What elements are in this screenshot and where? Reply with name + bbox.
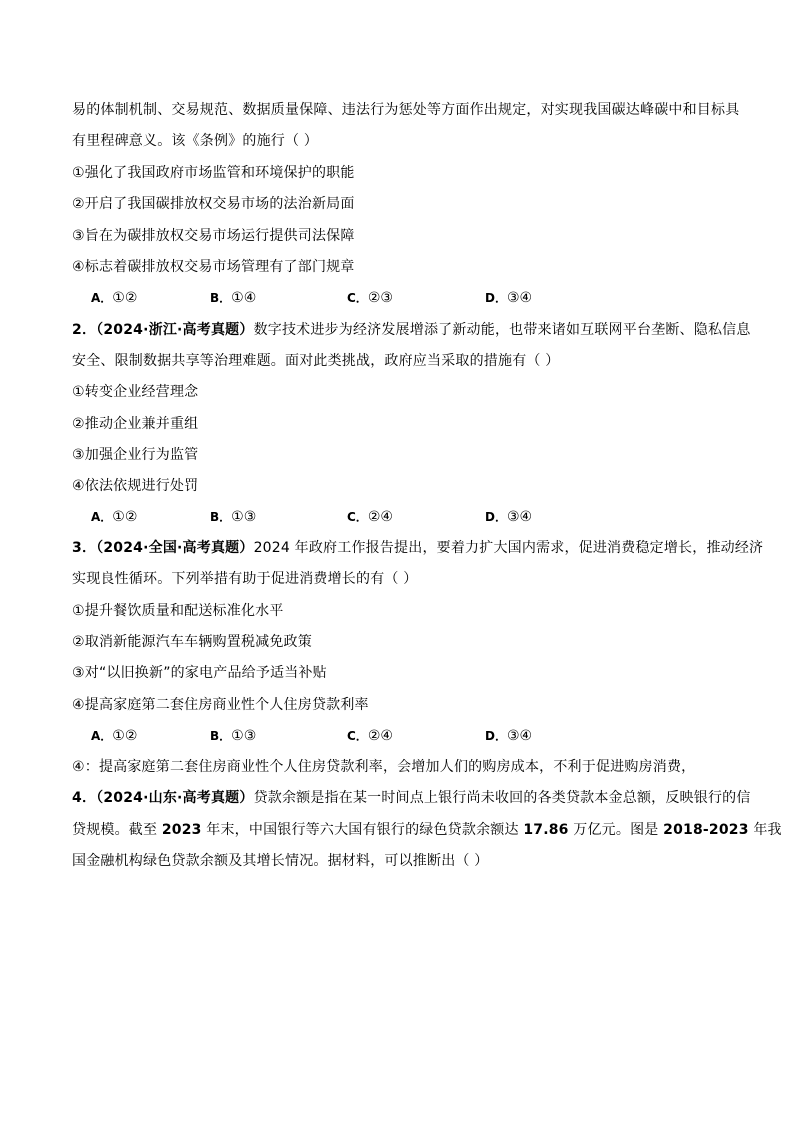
q2-statement-2: ②推动企业兼并重组 xyxy=(72,416,199,432)
q1-option-d[interactable]: D．③④ xyxy=(485,290,533,306)
q2-statement-4: ④依法依规进行处罚 xyxy=(72,478,199,494)
q2-source: （2024·浙江·高考真题） xyxy=(96,322,254,338)
intro-line-2: 有里程碑意义。该《条例》的施行（ ） xyxy=(72,133,319,149)
q3-options xyxy=(91,726,691,746)
q3-option-b[interactable]: B．①③ xyxy=(210,728,257,744)
q1-statement-3: ③旨在为碳排放权交易市场运行提供司法保障 xyxy=(72,228,355,244)
q4-number: 4． xyxy=(72,790,97,806)
q1-option-a[interactable]: A．①② xyxy=(91,290,138,306)
q3-stem-line-1: 3．（2024·全国·高考真题）2024 年政府工作报告提出，要着力扩大国内需求，促进消费稳定增长，推动经济 xyxy=(72,540,764,556)
q1-statement-1: ①强化了我国政府市场监管和环境保护的职能 xyxy=(72,165,355,181)
q3-statement-3: ③对“以旧换新”的家电产品给予适当补贴 xyxy=(72,665,327,681)
q2-option-b[interactable]: B．①③ xyxy=(210,509,257,525)
q4-stem-line-3: 国金融机构绿色贷款余额及其增长情况。据材料，可以推断出（ ） xyxy=(72,853,489,869)
q1-option-b[interactable]: B．①④ xyxy=(210,290,257,306)
intro-line-1: 易的体制机制、交易规范、数据质量保障、违法行为惩处等方面作出规定，对实现我国碳达峰碳中和目标具 xyxy=(72,102,740,118)
q2-stem-line-1: 2．（2024·浙江·高考真题）数字技术进步为经济发展增添了新动能，也带来诸如互联网平台垄断、隐私信息 xyxy=(72,322,751,338)
q2-option-a[interactable]: A．①② xyxy=(91,509,138,525)
q1-option-c[interactable]: C．②③ xyxy=(347,290,393,306)
q3-number: 3． xyxy=(72,540,97,556)
q4-stem-line-2: 贷规模。截至 2023 年末，中国银行等六大国有银行的绿色贷款余额达 17.86 万亿元。图是 2018-2023 年我 xyxy=(72,822,782,838)
q3-source: （2024·全国·高考真题） xyxy=(96,540,254,556)
q1-options xyxy=(91,288,691,308)
q3-statement-1: ①提升餐饮质量和配送标准化水平 xyxy=(72,603,284,619)
q2-statement-3: ③加强企业行为监管 xyxy=(72,447,199,463)
q2-number: 2． xyxy=(72,322,97,338)
q2-option-c[interactable]: C．②④ xyxy=(347,509,393,525)
q4-stem-line-1: 4．（2024·山东·高考真题）贷款余额是指在某一时间点上银行尚未收回的各类贷款本金总额，反映银行的信 xyxy=(72,790,751,806)
q2-statement-1: ①转变企业经营理念 xyxy=(72,384,199,400)
q3-statement-2: ②取消新能源汽车车辆购置税减免政策 xyxy=(72,634,312,650)
q3-option-d[interactable]: D．③④ xyxy=(485,728,533,744)
q3-note: ④：提高家庭第二套住房商业性个人住房贷款利率，会增加人们的购房成本，不利于促进购房消费， xyxy=(72,759,696,775)
q3-option-a[interactable]: A．①② xyxy=(91,728,138,744)
q3-option-c[interactable]: C．②④ xyxy=(347,728,393,744)
q3-statement-4: ④提高家庭第二套住房商业性个人住房贷款利率 xyxy=(72,697,369,713)
q3-stem-line-2: 实现良性循环。下列举措有助于促进消费增长的有（ ） xyxy=(72,571,418,587)
q2-options xyxy=(91,507,691,527)
q1-statement-2: ②开启了我国碳排放权交易市场的法治新局面 xyxy=(72,196,355,212)
q2-option-d[interactable]: D．③④ xyxy=(485,509,533,525)
q4-source: （2024·山东·高考真题） xyxy=(96,790,254,806)
q2-stem-line-2: 安全、限制数据共享等治理难题。面对此类挑战，政府应当采取的措施有（ ） xyxy=(72,353,560,369)
q1-statement-4: ④标志着碳排放权交易市场管理有了部门规章 xyxy=(72,259,355,275)
